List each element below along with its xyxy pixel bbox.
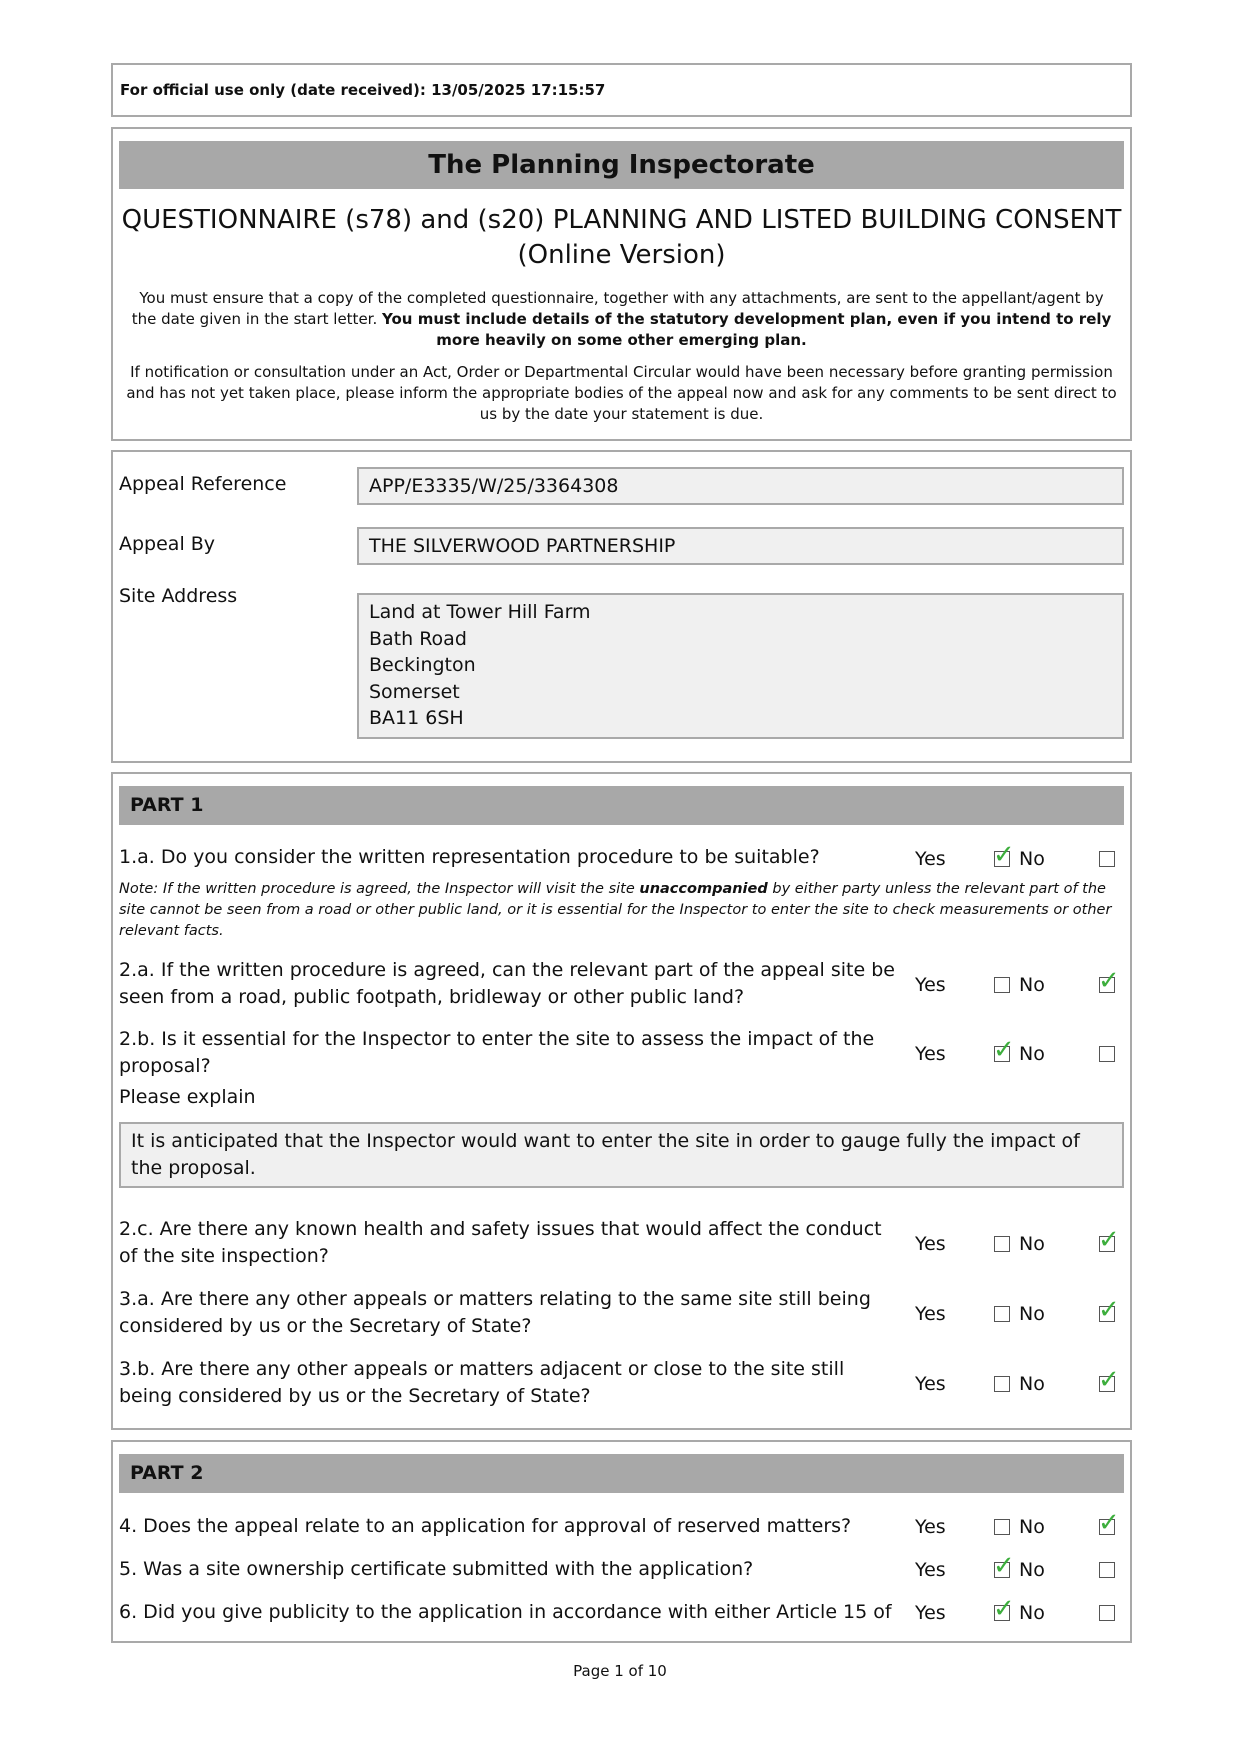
checkmark-icon: ✓ (993, 1551, 1015, 1581)
title-line-1: QUESTIONNAIRE (s78) and (s20) PLANNING AND LISTED BUILDING CONSENT (121, 205, 1122, 235)
no-label: No (1019, 1233, 1045, 1255)
q3a-yes-checkbox[interactable] (994, 1306, 1012, 1324)
q3a-no-checkbox[interactable] (1098, 1295, 1120, 1325)
yes-label: Yes (915, 974, 946, 996)
address-line: Land at Tower Hill Farm (369, 601, 591, 623)
yes-label: Yes (915, 848, 946, 870)
checkmark-icon: ✓ (1098, 966, 1120, 996)
page-number: Page 1 of 10 (573, 1662, 667, 1680)
part-2-header: PART 2 (119, 1454, 1124, 1493)
no-label: No (1019, 1516, 1045, 1538)
q2a-yes-checkbox[interactable] (994, 977, 1012, 995)
yes-label: Yes (915, 1559, 946, 1581)
title-line-2: (Online Version) (517, 240, 726, 270)
checkmark-icon: ✓ (1098, 1508, 1120, 1538)
yes-label: Yes (915, 1043, 946, 1065)
appeal-details-box (111, 450, 1132, 763)
address-line: Beckington (369, 654, 476, 676)
no-label: No (1019, 1043, 1045, 1065)
note-text: by either party unless the relevant part of the site cannot be seen from a road or other public land, or it is essential for the Inspector to enter the site to check measurements or other relevant facts. (119, 881, 1112, 939)
q2b-yes-checkbox[interactable] (993, 1035, 1015, 1065)
yes-label: Yes (915, 1373, 946, 1395)
notification-paragraph: If notification or consultation under an Act, Order or Departmental Circular would have been necessary before granting permission and has not yet taken place, please inform the appropriate bodies of the appeal now and ask for any comments to be sent direct to us by the date your statement is due. (126, 363, 1117, 423)
yes-label: Yes (915, 1233, 946, 1255)
q1a-no-checkbox[interactable] (1099, 851, 1117, 869)
yes-label: Yes (915, 1516, 946, 1538)
q2b-no-checkbox[interactable] (1099, 1046, 1117, 1064)
org-title: The Planning Inspectorate (119, 141, 1124, 189)
question-2c: 2.c. Are there any known health and safety issues that would affect the conduct of the site inspection? (119, 1218, 882, 1267)
site-address-field[interactable] (357, 593, 1124, 739)
question-4: 4. Does the appeal relate to an application for approval of reserved matters? (119, 1515, 852, 1537)
q1a-yes-checkbox[interactable] (993, 840, 1015, 870)
q2c-no-checkbox[interactable] (1098, 1225, 1120, 1255)
address-line: Somerset (369, 680, 460, 703)
q4-no-checkbox[interactable] (1098, 1508, 1120, 1538)
q5-yes-checkbox[interactable] (993, 1551, 1015, 1581)
no-label: No (1019, 1303, 1045, 1325)
please-explain-label: Please explain (119, 1086, 256, 1108)
instructions-bold: You must include details of the statutory development plan, even if you intend to rely more heavily on some other emerging plan. (382, 310, 1112, 349)
instructions-plain: You must ensure that a copy of the completed questionnaire, together with any attachments, are sent to the appellant/agent by the date given in the start letter. (131, 289, 1104, 328)
note-text: Note: If the written procedure is agreed, the Inspector will visit the site (119, 881, 635, 897)
checkmark-icon: ✓ (1098, 1365, 1120, 1395)
question-6: 6. Did you give publicity to the application in accordance with either Article 15 of (119, 1601, 892, 1623)
question-2b: 2.b. Is it essential for the Inspector to enter the site to assess the impact of the proposal? (119, 1028, 875, 1077)
note-emphasis: unaccompanied (639, 881, 768, 897)
q2a-no-checkbox[interactable] (1098, 966, 1120, 996)
q5-no-checkbox[interactable] (1099, 1562, 1117, 1580)
appeal-reference-field[interactable]: APP/E3335/W/25/3364308 (357, 467, 1124, 505)
checkmark-icon: ✓ (993, 1594, 1015, 1624)
question-3a: 3.a. Are there any other appeals or matters relating to the same site still being considered by us or the Secretary of State? (119, 1288, 871, 1337)
q3b-yes-checkbox[interactable] (994, 1376, 1012, 1394)
site-address-label: Site Address (119, 585, 238, 607)
q6-yes-checkbox[interactable] (993, 1594, 1015, 1624)
questionnaire-title (113, 203, 1130, 273)
address-line: Bath Road (369, 627, 467, 650)
appeal-by-field[interactable]: THE SILVERWOOD PARTNERSHIP (357, 527, 1124, 565)
appeal-reference-label: Appeal Reference (119, 473, 287, 495)
part-2-section (111, 1440, 1132, 1643)
official-use-box (111, 63, 1132, 117)
no-label: No (1019, 974, 1045, 996)
checkmark-icon: ✓ (1098, 1225, 1120, 1255)
q2c-yes-checkbox[interactable] (994, 1236, 1012, 1254)
no-label: No (1019, 1373, 1045, 1395)
intro-box (111, 127, 1132, 441)
checkmark-icon: ✓ (993, 840, 1015, 870)
q6-no-checkbox[interactable] (1099, 1605, 1117, 1623)
q4-yes-checkbox[interactable] (994, 1519, 1012, 1537)
no-label: No (1019, 1602, 1045, 1624)
appeal-by-label: Appeal By (119, 533, 216, 555)
yes-label: Yes (915, 1303, 946, 1325)
no-label: No (1019, 1559, 1045, 1581)
question-1a: 1.a. Do you consider the written representation procedure to be suitable? (119, 846, 820, 868)
yes-label: Yes (915, 1602, 946, 1624)
no-label: No (1019, 848, 1045, 870)
checkmark-icon: ✓ (993, 1035, 1015, 1065)
part-1-section (111, 772, 1132, 1430)
question-2a: 2.a. If the written procedure is agreed, can the relevant part of the appeal site be seen from a road, public footpath, bridleway or other public land? (119, 959, 895, 1008)
question-3b: 3.b. Are there any other appeals or matters adjacent or close to the site still being considered by us or the Secretary of State? (119, 1358, 845, 1407)
q3b-no-checkbox[interactable] (1098, 1365, 1120, 1395)
date-received: For official use only (date received): 13/05/2025 17:15:57 (120, 81, 606, 99)
part-1-header: PART 1 (119, 786, 1124, 825)
question-5: 5. Was a site ownership certificate submitted with the application? (119, 1558, 754, 1580)
explanation-field[interactable]: It is anticipated that the Inspector would want to enter the site in order to gauge fully the impact of the proposal. (119, 1122, 1124, 1188)
checkmark-icon: ✓ (1098, 1295, 1120, 1325)
instructions-paragraph (125, 288, 1118, 351)
procedure-note (119, 879, 1124, 942)
address-line: BA11 6SH (369, 707, 464, 729)
